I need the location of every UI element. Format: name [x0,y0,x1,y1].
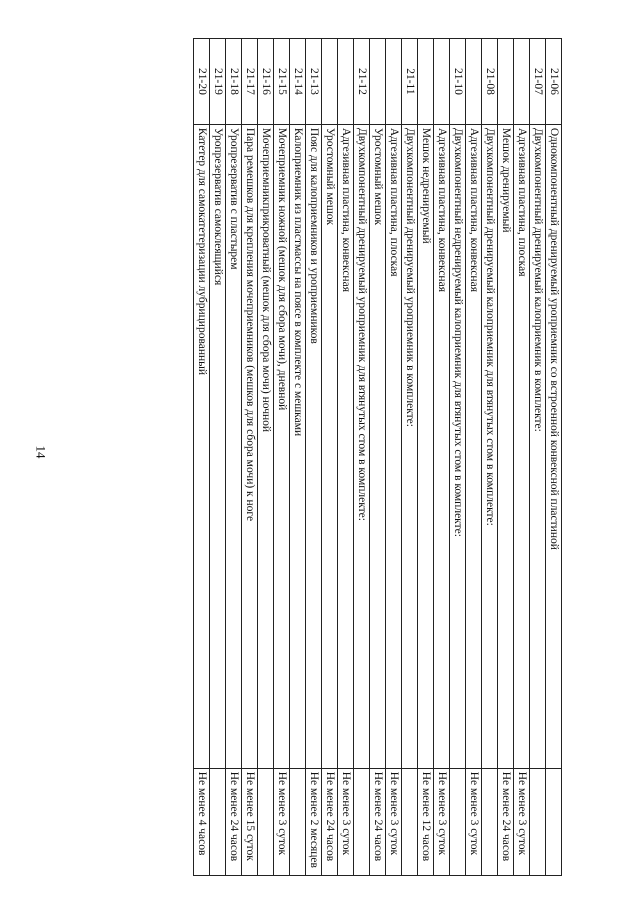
term-cell [402,768,418,875]
code-cell [386,39,402,125]
code-cell [498,39,514,125]
code-cell: 21-06 [546,39,562,125]
table-row [338,39,354,876]
table-row [258,39,274,876]
name-cell: Двухкомпонентный недренируемый калоприемник для втянутых стом в комплекте: [450,124,466,768]
product-table [193,38,562,876]
term-cell: Не менее 3 суток [466,768,482,875]
name-cell: Уростомный мешок [370,124,386,768]
name-cell: Мочеприемникприкроватный (мешок для сбора мочи) ночной [258,124,274,768]
code-cell: 21-10 [450,39,466,125]
term-cell [354,768,370,875]
name-cell: Адгезивная пластина, конвексная [338,124,354,768]
code-cell [466,39,482,125]
table-row [434,39,450,876]
term-cell [258,768,274,875]
term-cell: Не менее 12 часов [418,768,434,875]
name-cell: Двухкомпонентный дренируемый калоприемник в комплекте: [530,124,546,768]
code-cell [434,39,450,125]
table-row [210,39,226,876]
code-cell [338,39,354,125]
name-cell: Мочеприемник ножной (мешок для сбора мочи), дневной [274,124,290,768]
page-number: 14 [33,445,49,459]
term-cell [210,768,226,875]
name-cell: Мешок недренируемый [418,124,434,768]
name-cell: Однокомпонентный дренируемый уроприемник со встроенной конвексной пластиной [546,124,562,768]
code-cell: 21-15 [274,39,290,125]
table-row [530,39,546,876]
code-cell: 21-14 [290,39,306,125]
table-row [354,39,370,876]
term-cell: Не менее 3 суток [514,768,530,875]
name-cell: Адгезивная пластина, конвексная [434,124,450,768]
term-cell: Не менее 15 суток [242,768,258,875]
code-cell: 21-19 [210,39,226,125]
code-cell: 21-13 [306,39,322,125]
term-cell: Не менее 24 часов [370,768,386,875]
term-cell [482,768,498,875]
term-cell: Не менее 24 часов [322,768,338,875]
code-cell: 21-07 [530,39,546,125]
name-cell: Калоприемник из пластмассы на поясе в комплекте с мешками [290,124,306,768]
code-cell: 21-16 [258,39,274,125]
code-cell: 21-18 [226,39,242,125]
term-cell: Не менее 3 суток [338,768,354,875]
name-cell: Уростомный мешок [322,124,338,768]
code-cell: 21-08 [482,39,498,125]
table-row [274,39,290,876]
table-row [546,39,562,876]
term-cell: Не менее 3 суток [386,768,402,875]
table-row [290,39,306,876]
term-cell [546,768,562,875]
code-cell: 21-17 [242,39,258,125]
code-cell: 21-12 [354,39,370,125]
name-cell: Уропрезерватив самоклеящийся [210,124,226,768]
table-row [322,39,338,876]
term-cell [530,768,546,875]
name-cell: Пояс для калоприемников и уроприемников [306,124,322,768]
term-cell: Не менее 3 суток [434,768,450,875]
table-row [306,39,322,876]
table-row [466,39,482,876]
term-cell: Не менее 24 часов [226,768,242,875]
table-row [370,39,386,876]
term-cell: Не менее 3 суток [274,768,290,875]
name-cell: Двухкомпонентный дренируемый уроприемник для втянутых стом в комплекте: [354,124,370,768]
term-cell: Не менее 4 часов [194,768,210,875]
table-row [402,39,418,876]
table-row [194,39,210,876]
table-row [242,39,258,876]
table-row [482,39,498,876]
table-row [498,39,514,876]
document-table-container [62,38,562,876]
name-cell: Пара ремешков для крепления мочеприемников (мешков для сбора мочи) к ноге [242,124,258,768]
name-cell: Катетер для самокатетеризации лубрицированный [194,124,210,768]
code-cell [370,39,386,125]
code-cell: 21-20 [194,39,210,125]
code-cell [322,39,338,125]
term-cell [290,768,306,875]
term-cell [450,768,466,875]
term-cell: Не менее 24 часов [498,768,514,875]
table-row [226,39,242,876]
name-cell: Адгезивная пластина, плоская [386,124,402,768]
name-cell: Адгезивная пластина, конвексная [466,124,482,768]
table-row [386,39,402,876]
name-cell: Мешок дренируемый [498,124,514,768]
term-cell: Не менее 2 месяцев [306,768,322,875]
name-cell: Адгезивная пластина, плоская [514,124,530,768]
name-cell: Двухкомпонентный дренируемый калоприемник для втянутых стом в комплекте: [482,124,498,768]
table-row [514,39,530,876]
table-row [450,39,466,876]
code-cell [418,39,434,125]
code-cell [514,39,530,125]
code-cell: 21-11 [402,39,418,125]
name-cell: Уропрезерватив с пластырем [226,124,242,768]
table-row [418,39,434,876]
name-cell: Двухкомпонентный дренируемый уроприемник в комплекте: [402,124,418,768]
